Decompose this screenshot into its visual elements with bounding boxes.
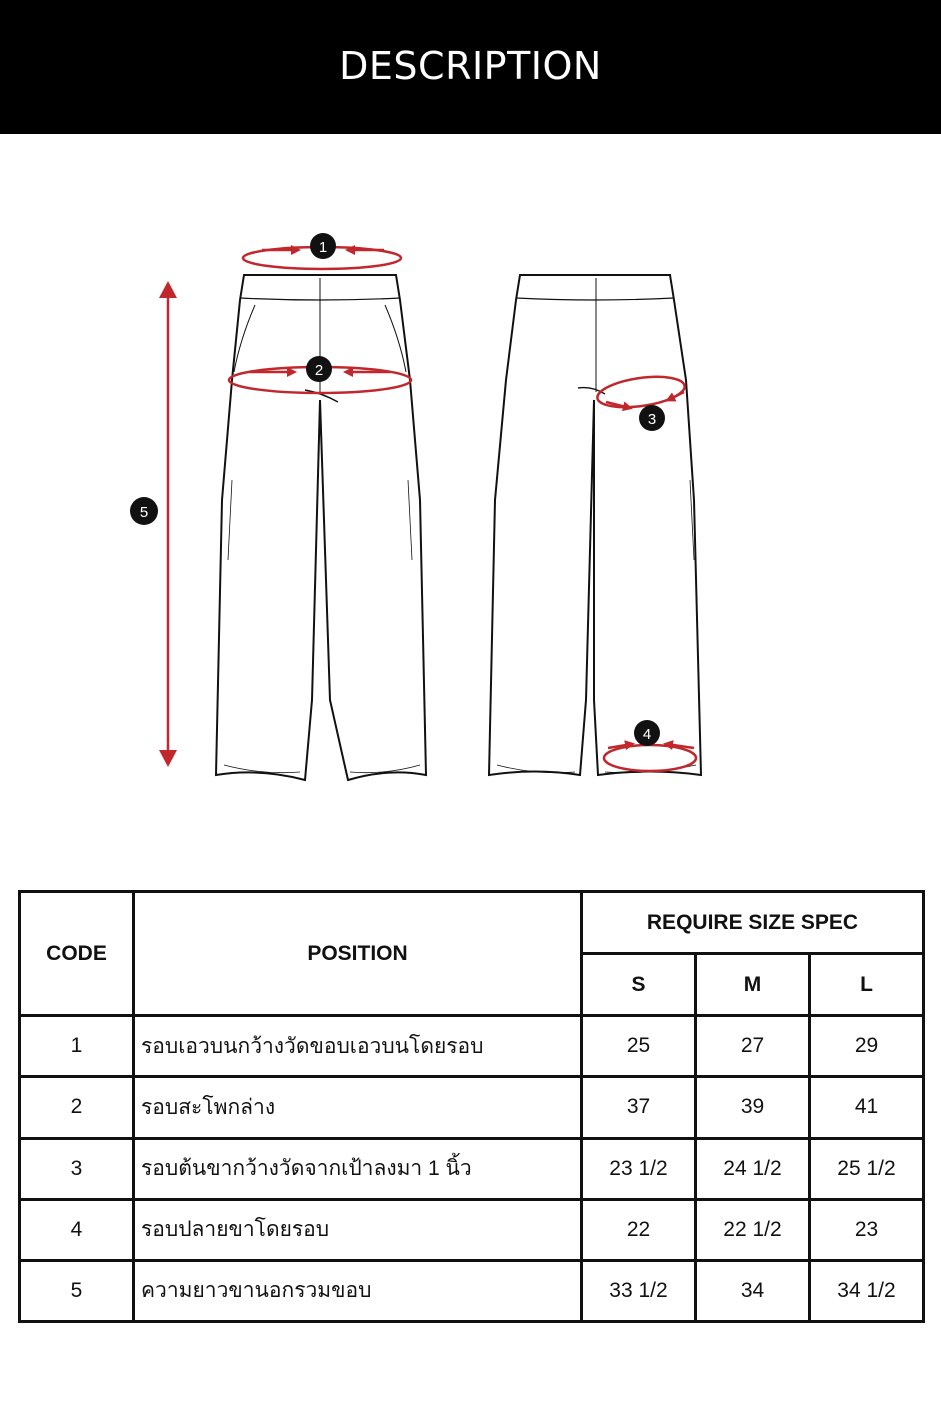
row-value-m: 24 1/2 [696,1138,810,1199]
row-position: ความยาวขานอกรวมขอบ [134,1260,582,1321]
row-value-m: 34 [696,1260,810,1321]
header-size-s: S [582,954,696,1016]
row-value-l: 34 1/2 [810,1260,924,1321]
header-code: CODE [20,892,134,1016]
row-value-s: 23 1/2 [582,1138,696,1199]
row-value-s: 25 [582,1016,696,1077]
row-value-l: 29 [810,1016,924,1077]
measure-1-waist [243,233,401,269]
marker-3-label: 3 [647,411,657,428]
table-header-row [20,892,924,954]
header-position: POSITION [134,892,582,1016]
table-row [20,1260,924,1321]
pants-measurement-diagram [0,134,941,854]
row-position: รอบต้นขากว้างวัดจากเป้าลงมา 1 นิ้ว [134,1138,582,1199]
table-row [20,1138,924,1199]
table-row [20,1077,924,1138]
row-position: รอบเอวบนกว้างวัดขอบเอวบนโดยรอบ [134,1016,582,1077]
header-require-size-spec: REQUIRE SIZE SPEC [582,892,924,954]
row-value-l: 41 [810,1077,924,1138]
page-title: DESCRIPTION [339,44,602,88]
row-code: 1 [20,1016,134,1077]
row-code: 4 [20,1199,134,1260]
table-row [20,1199,924,1260]
header-size-m: M [696,954,810,1016]
marker-5-label: 5 [139,504,149,521]
row-value-s: 33 1/2 [582,1260,696,1321]
header-bar [0,0,941,134]
header-size-l: L [810,954,924,1016]
marker-1-label: 1 [318,239,328,256]
measure-5-length [130,281,177,767]
row-code: 3 [20,1138,134,1199]
front-pants-illustration [216,275,426,780]
row-code: 2 [20,1077,134,1138]
row-value-m: 27 [696,1016,810,1077]
row-value-s: 22 [582,1199,696,1260]
row-value-l: 25 1/2 [810,1138,924,1199]
row-value-l: 23 [810,1199,924,1260]
size-spec-table [18,890,925,1323]
row-position: รอบปลายขาโดยรอบ [134,1199,582,1260]
row-value-m: 39 [696,1077,810,1138]
row-value-m: 22 1/2 [696,1199,810,1260]
row-code: 5 [20,1260,134,1321]
marker-4-label: 4 [642,726,652,743]
row-value-s: 37 [582,1077,696,1138]
row-position: รอบสะโพกล่าง [134,1077,582,1138]
table-row [20,1016,924,1077]
marker-2-label: 2 [314,362,324,379]
back-pants-illustration [489,275,701,775]
